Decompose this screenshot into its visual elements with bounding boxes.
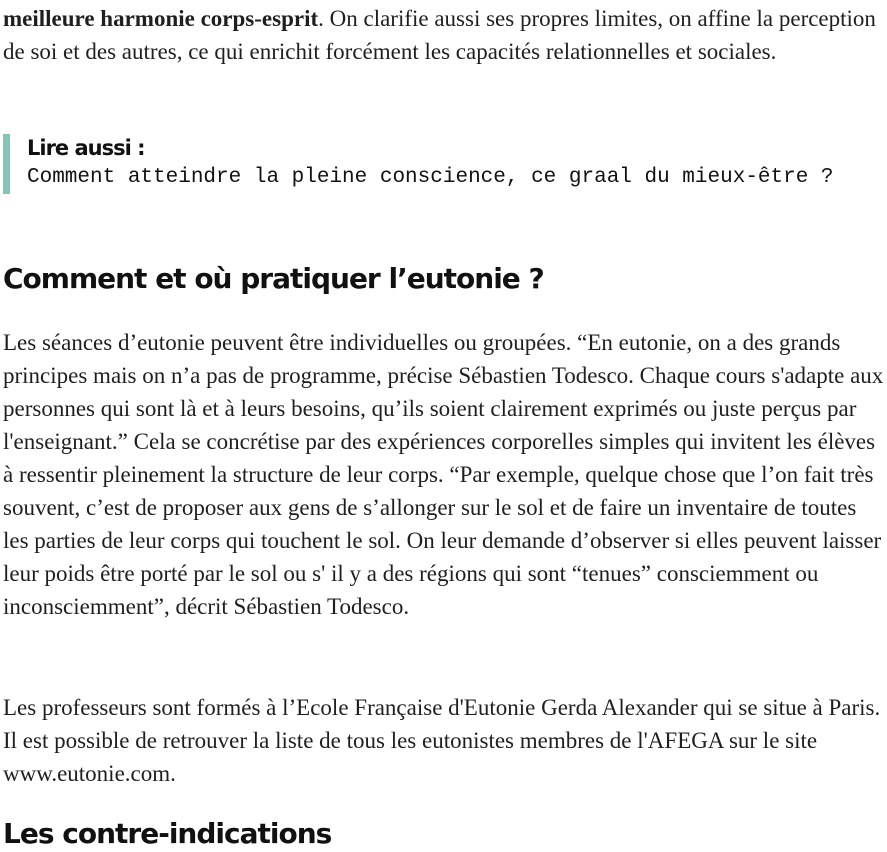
body-paragraph: Les professeurs sont formés à l’Ecole Française d'Eutonie Gerda Alexander qui se situe à Paris. Il est possible de retrouver la liste de tous les eutonistes membres de l'AFEGA sur le site www.eutonie.com.	[3, 695, 881, 786]
read-also-box	[3, 134, 863, 194]
section-heading-how-where: Comment et où pratiquer l’eutonie ?	[3, 262, 544, 295]
section-heading-contraindications: Les contre-indications	[3, 817, 332, 850]
intro-rest-text: . On clarifie aussi ses propres limites, on affine la perception de soi et des autres, ce qui enrichit forcément les capacités relationnelles et sociales.	[3, 6, 876, 64]
read-also-title: Lire aussi :	[27, 136, 145, 160]
intro-paragraph	[3, 2, 883, 68]
intro-bold-text: meilleure harmonie corps-esprit	[3, 6, 319, 31]
body-paragraph: Les séances d’eutonie peuvent être individuelles ou groupées. “En eutonie, on a des grands principes mais on n’a pas de programme, précise Sébastien Todesco. Chaque cours s'adapte aux personnes qui sont là et à leurs besoins, qu’ils soient clairement exprimés ou juste perçus par l'enseignant.” Cela se concrétise par des expériences corporelles simples qui invitent les élèves à ressentir pleinement la structure de leur corps. “Par exemple, quelque chose que l’on fait très souvent, c’est de proposer aux gens de s’allonger sur le sol et de faire un inventaire de toutes les parties de leur corps qui touchent le sol. On leur demande d’observer si elles peuvent laisser leur poids être porté par le sol ou s' il y a des régions qui sont “tenues” consciemment ou inconsciemment”, décrit Sébastien Todesco.	[3, 330, 884, 619]
read-also-link[interactable]: Comment atteindre la pleine conscience, ce graal du mieux-être ?	[27, 166, 834, 189]
